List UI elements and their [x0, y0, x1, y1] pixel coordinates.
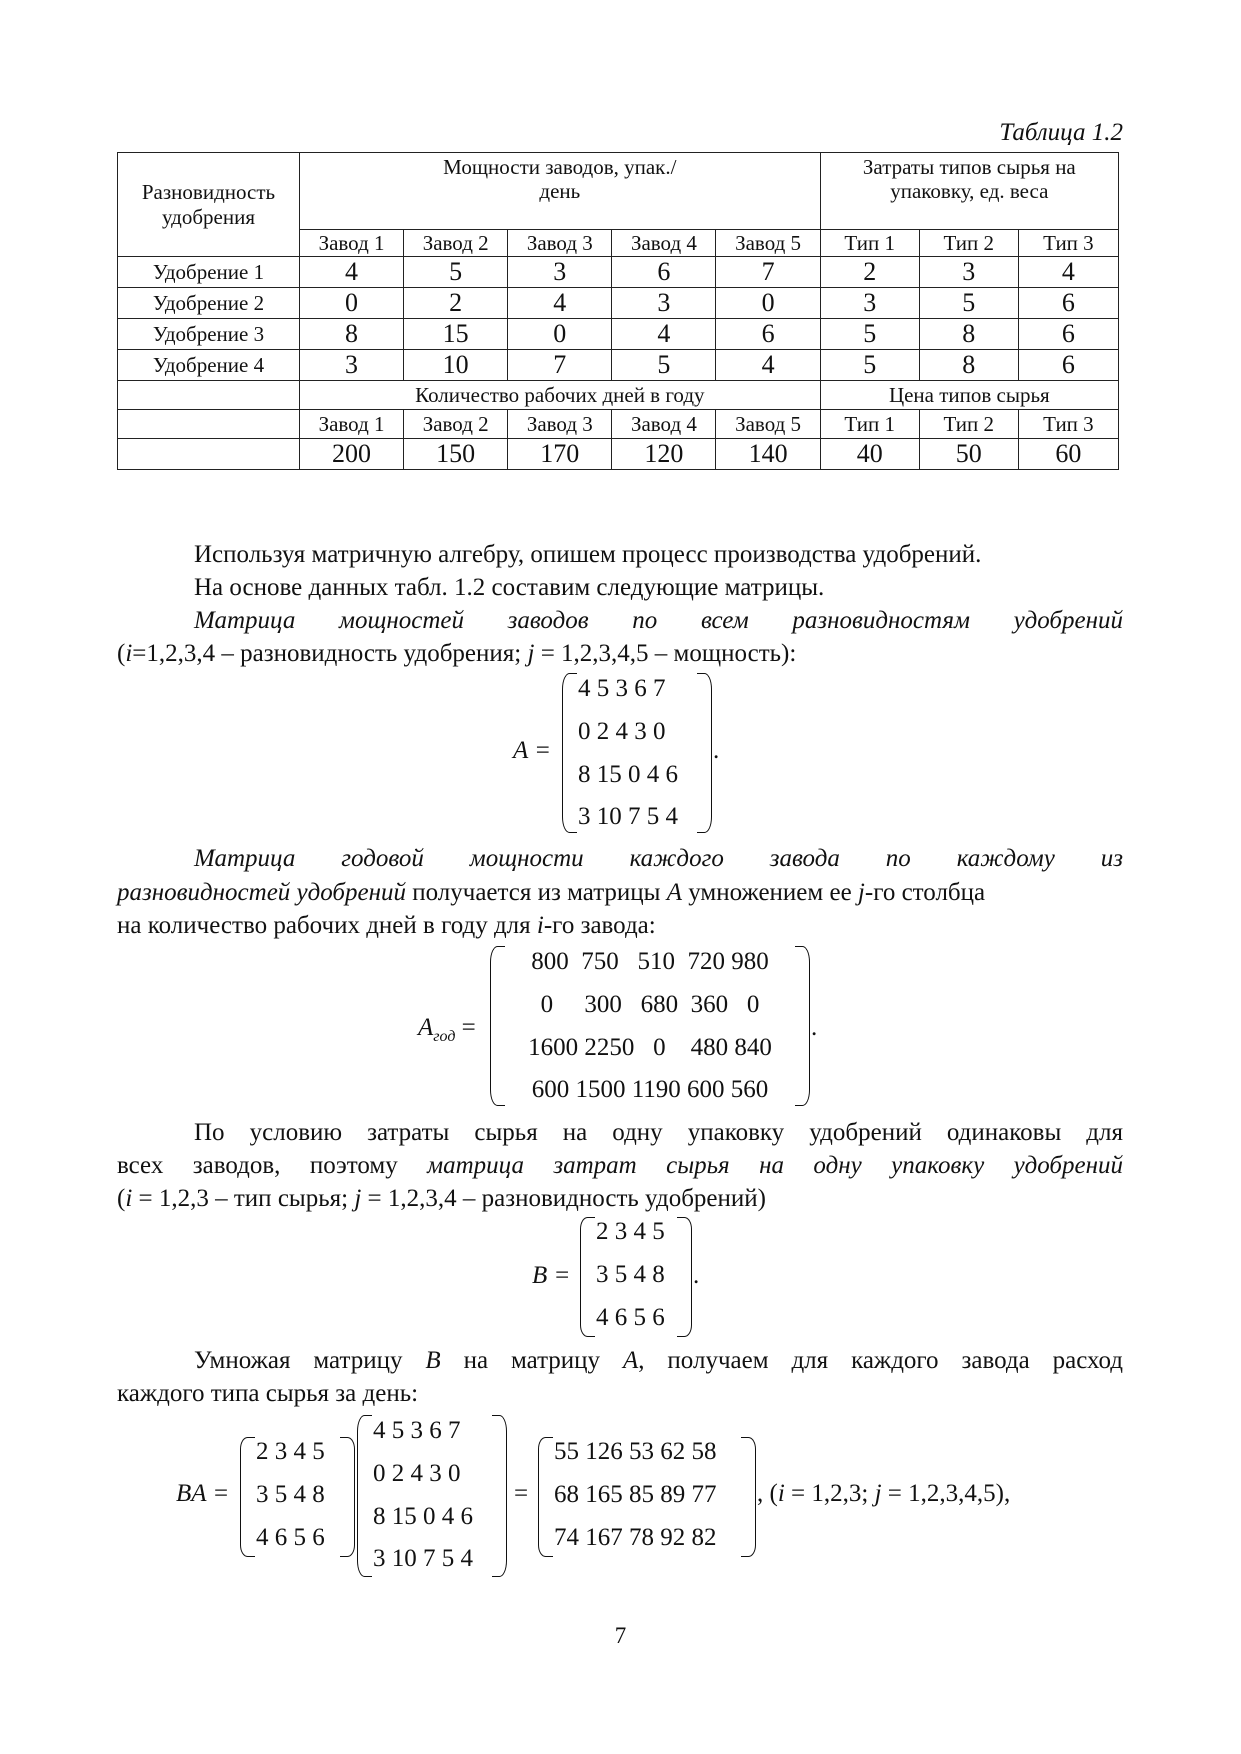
header-capacity-group: Мощности заводов, упак./день [299, 153, 820, 230]
matrix-b-label: B = [532, 1262, 571, 1289]
header-type: Тип 1 [820, 230, 919, 257]
paragraph-intro: Используя матричную алгебру, опишем процесс производства удобрений. [194, 541, 982, 568]
header-plant: Завод 2 [404, 410, 508, 439]
workdays-cell: 120 [612, 439, 716, 470]
matrix-row: 1600 2250 0 480 840 [528, 1034, 772, 1061]
header-plant: Завод 5 [716, 230, 820, 257]
cost-cell: 3 [919, 257, 1018, 288]
capacity-cell: 0 [716, 288, 820, 319]
matrix-a-label: A = [513, 737, 551, 764]
table-caption: Таблица 1.2 [999, 119, 1123, 146]
table-row [118, 350, 1119, 381]
header-plant: Завод 1 [299, 230, 403, 257]
left-paren [357, 1415, 372, 1577]
matrix-row: 600 1500 1190 600 560 [531, 1076, 769, 1103]
header-plant: Завод 3 [508, 230, 612, 257]
table-row [118, 288, 1119, 319]
matrix-row: 0 2 4 3 0 [578, 718, 666, 745]
capacity-cell: 5 [612, 350, 716, 381]
matrix-row: 74 167 78 92 82 [554, 1524, 717, 1551]
capacity-cell: 7 [716, 257, 820, 288]
matrix-row: 2 3 4 5 [596, 1218, 665, 1245]
capacity-cell: 6 [716, 319, 820, 350]
matrix-b [580, 1217, 692, 1337]
left-paren [490, 946, 505, 1106]
right-paren [492, 1415, 507, 1577]
capacity-cell: 8 [299, 319, 403, 350]
capacity-cell: 6 [612, 257, 716, 288]
price-cell: 50 [919, 439, 1018, 470]
workdays-cell: 170 [508, 439, 612, 470]
equals-sign: = [514, 1480, 529, 1507]
workdays-cell: 200 [299, 439, 403, 470]
matrix-row: 4 5 3 6 7 [373, 1417, 461, 1444]
header-plant: Завод 3 [508, 410, 612, 439]
cost-cell: 5 [919, 288, 1018, 319]
matrix-row: 68 165 85 89 77 [554, 1481, 717, 1508]
matrix-row: 3 5 4 8 [596, 1261, 665, 1288]
matrix-ba-label: BA = [176, 1480, 230, 1507]
paragraph-costs-line3: (i = 1,2,3 – тип сырья; j = 1,2,3,4 – разновидность удобрений) [117, 1185, 766, 1212]
cost-cell: 4 [1018, 257, 1118, 288]
capacity-cell: 0 [508, 319, 612, 350]
price-cell: 40 [820, 439, 919, 470]
row-name: Удобрение 3 [118, 319, 300, 350]
right-paren [340, 1437, 355, 1557]
empty-cell [118, 439, 300, 470]
header-plant: Завод 2 [404, 230, 508, 257]
workdays-cell: 140 [716, 439, 820, 470]
matrix-agod [490, 946, 810, 1106]
header-plant: Завод 1 [299, 410, 403, 439]
matrix-row: 3 5 4 8 [256, 1481, 325, 1508]
cost-cell: 8 [919, 319, 1018, 350]
matrix-row: 2 3 4 5 [256, 1438, 325, 1465]
paragraph-costs-line1: По условию затраты сырья на одну упаковку удобрений одинаковы для [194, 1119, 1123, 1146]
left-paren [580, 1217, 595, 1337]
cost-cell: 3 [820, 288, 919, 319]
right-paren [677, 1217, 692, 1337]
paragraph-costs-line2: всех заводов, поэтому матрица затрат сырья на одну упаковку удобрений [117, 1152, 1123, 1179]
paragraph-matrix-a-indices: (i=1,2,3,4 – разновидность удобрения; j = 1,2,3,4,5 – мощность): [117, 640, 797, 667]
table-row [118, 257, 1119, 288]
cost-cell: 8 [919, 350, 1018, 381]
workdays-cell: 150 [404, 439, 508, 470]
header-plant: Завод 5 [716, 410, 820, 439]
matrix-row: 8 15 0 4 6 [373, 1503, 473, 1530]
matrix-b-factor [240, 1437, 355, 1557]
matrix-row: 4 6 5 6 [256, 1524, 325, 1551]
right-paren [697, 673, 712, 833]
left-paren [240, 1437, 255, 1557]
header-type: Тип 1 [820, 410, 919, 439]
matrix-row: 0 300 680 360 0 [540, 991, 760, 1018]
period: . [713, 737, 720, 764]
ba-indices: , (i = 1,2,3; j = 1,2,3,4,5), [757, 1480, 1011, 1507]
cost-cell: 6 [1018, 319, 1118, 350]
header-type: Тип 2 [919, 230, 1018, 257]
header-type: Тип 3 [1018, 230, 1118, 257]
header-variety: Разновидность удобрения [118, 153, 300, 257]
period: . [693, 1262, 700, 1289]
paragraph-annual-line2: разновидностей удобрений получается из матрицы A умножением ее j-го столбца [117, 879, 986, 906]
page-number: 7 [614, 1623, 627, 1648]
paragraph-annual-title: Матрица годовой мощности каждого завода по каждому из [194, 845, 1123, 872]
header-plant: Завод 4 [612, 230, 716, 257]
matrix-row: 800 750 510 720 980 [531, 948, 769, 975]
capacity-cell: 3 [299, 350, 403, 381]
row-name: Удобрение 2 [118, 288, 300, 319]
paragraph-annual-line3: на количество рабочих дней в году для i-го завода: [117, 912, 656, 939]
cost-cell: 6 [1018, 288, 1118, 319]
capacity-cell: 4 [716, 350, 820, 381]
left-paren [562, 673, 577, 833]
paragraph-multiply-line1: Умножая матрицу B на матрицу A, получаем для каждого завода расход [194, 1347, 1124, 1374]
capacity-cell: 10 [404, 350, 508, 381]
cost-cell: 5 [820, 350, 919, 381]
cost-cell: 5 [820, 319, 919, 350]
capacity-cell: 5 [404, 257, 508, 288]
capacity-cell: 4 [299, 257, 403, 288]
matrix-a [562, 673, 712, 833]
cost-cell: 2 [820, 257, 919, 288]
workdays-label: Количество рабочих дней в году [299, 381, 820, 410]
empty-cell [118, 410, 300, 439]
fertilizer-table [117, 152, 1119, 470]
cost-cell: 6 [1018, 350, 1118, 381]
capacity-cell: 3 [508, 257, 612, 288]
price-label: Цена типов сырья [820, 381, 1118, 410]
table-row [118, 319, 1119, 350]
price-cell: 60 [1018, 439, 1118, 470]
period: . [811, 1014, 818, 1041]
capacity-cell: 0 [299, 288, 403, 319]
empty-cell [118, 381, 300, 410]
paragraph-matrix-a-title: Матрица мощностей заводов по всем разновидностям удобрений [194, 607, 1123, 634]
matrix-row: 3 10 7 5 4 [578, 803, 678, 830]
matrix-row: 4 6 5 6 [596, 1304, 665, 1331]
matrix-row: 55 126 53 62 58 [554, 1438, 717, 1465]
matrix-ba-result [538, 1437, 756, 1557]
left-paren [538, 1437, 553, 1557]
paragraph-source: На основе данных табл. 1.2 составим следующие матрицы. [194, 574, 825, 601]
header-type: Тип 3 [1018, 410, 1118, 439]
capacity-cell: 4 [612, 319, 716, 350]
capacity-cell: 15 [404, 319, 508, 350]
matrix-a-factor [357, 1415, 507, 1577]
right-paren [795, 946, 810, 1106]
row-name: Удобрение 1 [118, 257, 300, 288]
paragraph-multiply-line2: каждого типа сырья за день: [117, 1380, 419, 1407]
matrix-row: 3 10 7 5 4 [373, 1545, 473, 1572]
capacity-cell: 7 [508, 350, 612, 381]
header-plant: Завод 4 [612, 410, 716, 439]
capacity-cell: 4 [508, 288, 612, 319]
header-type: Тип 2 [919, 410, 1018, 439]
row-name: Удобрение 4 [118, 350, 300, 381]
matrix-row: 8 15 0 4 6 [578, 761, 678, 788]
capacity-cell: 3 [612, 288, 716, 319]
matrix-row: 4 5 3 6 7 [578, 675, 666, 702]
matrix-agod-label: $A_{год}$ = [418, 1014, 476, 1045]
matrix-row: 0 2 4 3 0 [373, 1460, 461, 1487]
right-paren [741, 1437, 756, 1557]
header-costs-group: Затраты типов сырья на упаковку, ед. веса [820, 153, 1118, 230]
capacity-cell: 2 [404, 288, 508, 319]
